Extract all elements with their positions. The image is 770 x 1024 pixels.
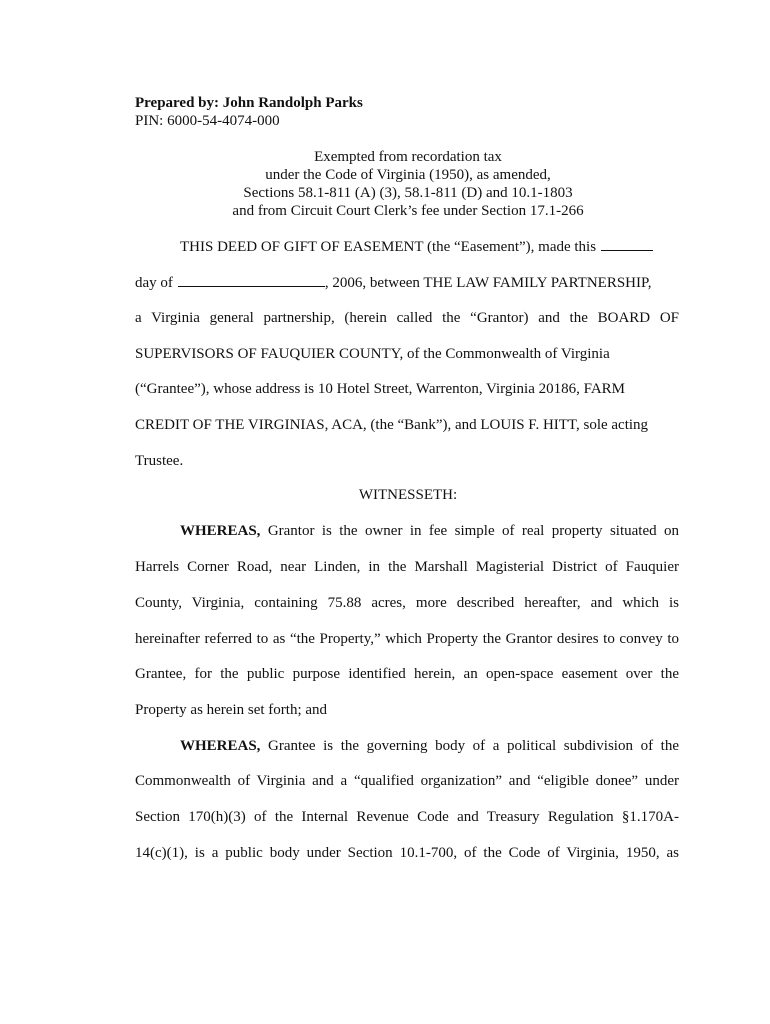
- whereas-2-line-1: [180, 737, 679, 755]
- intro-line-2-suffix: , 2006, between THE LAW FAMILY PARTNERSHIP,: [324, 275, 652, 291]
- day-blank: [601, 237, 653, 251]
- exemption-line-2: under the Code of Virginia (1950), as amended,: [265, 167, 551, 183]
- intro-line-2: [135, 273, 651, 292]
- whereas-2-keyword: WHEREAS,: [180, 738, 261, 754]
- whereas-2-line-1-text: Grantee is the governing body of a political subdivision of the: [260, 738, 679, 754]
- exemption-line-3: Sections 58.1-811 (A) (3), 58.1-811 (D) and 10.1-1803: [243, 185, 573, 201]
- whereas-2-line-2: Commonwealth of Virginia and a “qualified organization” and “eligible donee” under: [135, 773, 679, 789]
- month-blank: [178, 273, 325, 287]
- witnesseth-heading: WITNESSETH:: [358, 487, 458, 503]
- intro-line-2-prefix: day of: [135, 275, 173, 291]
- intro-line-4: SUPERVISORS OF FAUQUIER COUNTY, of the Commonwealth of Virginia: [135, 346, 610, 362]
- whereas-1-line-2: Harrels Corner Road, near Linden, in the Marshall Magisterial District of Fauquier: [135, 559, 679, 575]
- whereas-1-line-4: hereinafter referred to as “the Property,” which Property the Grantor desires to convey to: [135, 631, 679, 647]
- intro-line-1-text: THIS DEED OF GIFT OF EASEMENT (the “Easement”), made this: [180, 239, 597, 255]
- whereas-1-line-3: County, Virginia, containing 75.88 acres, more described hereafter, and which is: [135, 595, 679, 611]
- intro-line-7: Trustee.: [135, 453, 184, 469]
- whereas-1-line-1-text: Grantor is the owner in fee simple of real property situated on: [260, 523, 679, 539]
- whereas-2-line-3: Section 170(h)(3) of the Internal Revenue Code and Treasury Regulation §1.170A-: [135, 809, 679, 825]
- pin-line: PIN: 6000-54-4074-000: [135, 113, 280, 129]
- intro-line-6: CREDIT OF THE VIRGINIAS, ACA, (the “Bank”), and LOUIS F. HITT, sole acting: [135, 417, 649, 433]
- whereas-2-line-4: 14(c)(1), is a public body under Section 10.1-700, of the Code of Virginia, 1950, as: [135, 845, 679, 861]
- whereas-1-line-6: Property as herein set forth; and: [135, 702, 328, 718]
- whereas-1-line-5: Grantee, for the public purpose identified herein, an open-space easement over the: [135, 666, 679, 682]
- whereas-1-line-1: [180, 522, 679, 540]
- prepared-by-line: Prepared by: John Randolph Parks: [135, 95, 363, 111]
- intro-line-5: (“Grantee”), whose address is 10 Hotel Street, Warrenton, Virginia 20186, FARM: [135, 381, 626, 397]
- intro-line-1: [180, 237, 653, 256]
- exemption-line-1: Exempted from recordation tax: [314, 149, 502, 165]
- intro-line-3: a Virginia general partnership, (herein called the “Grantor) and the BOARD OF: [135, 310, 679, 326]
- exemption-line-4: and from Circuit Court Clerk’s fee under Section 17.1-266: [232, 203, 584, 219]
- whereas-1-keyword: WHEREAS,: [180, 523, 261, 539]
